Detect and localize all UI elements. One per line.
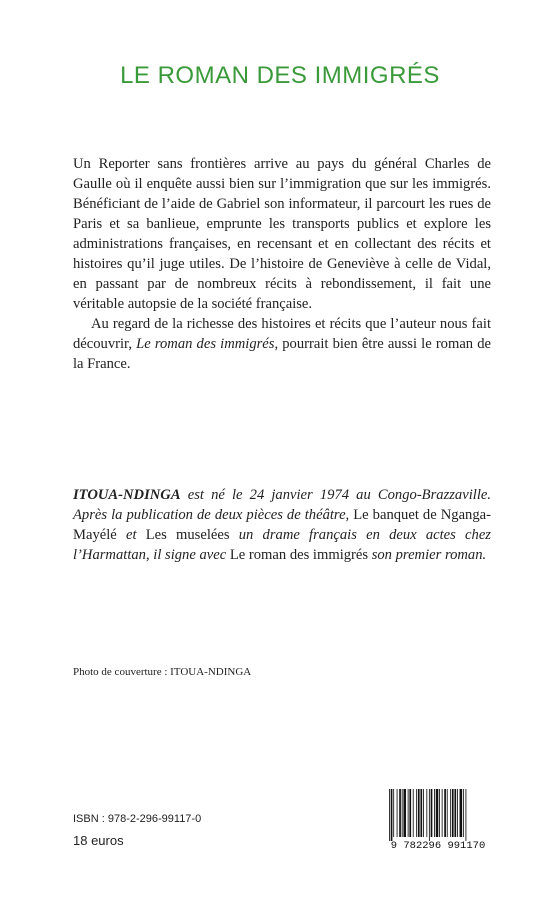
barcode-bar (439, 789, 440, 837)
barcode-bar (447, 789, 448, 837)
barcode (383, 787, 493, 850)
barcode-bar (416, 789, 417, 837)
work-title-2: Les muselées (145, 527, 230, 543)
barcode-bar (418, 789, 420, 837)
isbn-label: ISBN : 978-2-296-99117-0 (73, 813, 202, 825)
barcode-bar (460, 789, 463, 837)
barcode-bar (429, 789, 430, 841)
barcode-bar (409, 789, 411, 837)
price-label: 18 euros (73, 833, 124, 848)
barcode-bar (463, 789, 464, 837)
photo-credit: Photo de couverture : ITOUA-NDINGA (73, 666, 252, 678)
back-cover-summary (73, 154, 491, 374)
barcode-bar (431, 789, 433, 837)
barcode-bar (436, 789, 439, 837)
barcode-bar (391, 789, 393, 841)
barcode-bar (457, 789, 458, 837)
barcode-bar (420, 789, 422, 837)
barcode-bar (399, 789, 401, 837)
book-title-inline: Le roman des immigrés (136, 336, 275, 352)
barcode-bar (450, 789, 451, 837)
barcode-bar (413, 789, 414, 837)
barcode-bar (408, 789, 409, 837)
barcode-bar (426, 789, 427, 837)
work-title-1: Le banquet de Nganga-Mayélé (73, 507, 491, 543)
barcode-bar (454, 789, 456, 837)
barcode-digits: 9 782296 991170 (390, 840, 486, 850)
barcode-bar (397, 789, 398, 837)
barcode-bar (389, 789, 390, 841)
barcode-bar (402, 789, 403, 837)
barcode-bar (452, 789, 454, 837)
barcode-bar (423, 789, 424, 837)
barcode-bar (466, 789, 467, 841)
summary-paragraph-1: Un Reporter sans frontières arrive au pays du général Charles de Gaulle où il enquête aussi bien sur l’immigration que sur les immigrés. Bénéficiant de l’aide de Gabriel son informateur, il parcourt les rues de Paris et sa banlieue, emprunte les transports publics et explore les administrations françaises, en recensant et en collectant des récits et histoires qu’il juge utiles. De l’histoire de Geneviève à celle de Vidal, en passant par de nombreux récits à rebondissement, il fait une véritable autopsie de la société française. (73, 156, 491, 312)
book-title: LE ROMAN DES IMMIGRÉS (120, 62, 440, 89)
barcode-bar (442, 789, 443, 837)
summary-paragraph-2: Au regard de la richesse des histoires et récits que l’auteur nous fait découvrir, Le roman des immigrés, pourrait bien être aussi le roman de la France. (73, 316, 492, 372)
barcode-bar (444, 789, 446, 837)
barcode-bar (393, 789, 394, 837)
author-bio: ITOUA-NDINGA est né le 24 janvier 1974 au Congo-Brazzaville. Après la publication de deux pièces de théâtre, Le banquet de Nganga-Mayélé et Les muselées un drame français en deux actes chez l’Harmattan, il signe avec Le roman des immigrés son premier roman. (73, 487, 491, 563)
author-name: ITOUA-NDINGA (73, 487, 181, 503)
barcode-bar (403, 789, 406, 837)
work-title-3: Le roman des immigrés (229, 547, 369, 563)
barcode-bar (434, 789, 435, 837)
